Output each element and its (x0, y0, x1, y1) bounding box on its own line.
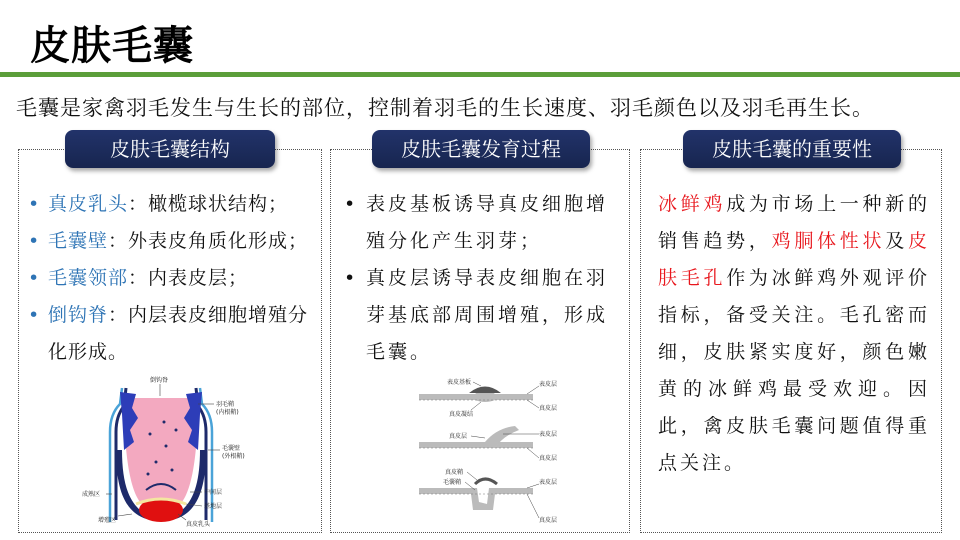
highlight-skin-pores: 皮肤毛孔 (658, 230, 930, 289)
list-item (28, 186, 320, 223)
list-item: • 真皮层诱导表皮细胞在羽芽基底部周围增殖，形成毛囊。 (340, 260, 622, 371)
label-proliferation-zone: 增殖区 (98, 517, 117, 524)
term-follicle-wall: 毛囊壁 (48, 230, 109, 252)
label-dermis-1: 真皮层 (539, 405, 558, 412)
label-epidermis-3: 表皮层 (539, 479, 558, 486)
page-title: 皮肤毛囊 (30, 23, 194, 69)
structure-list (28, 186, 320, 371)
title-underline (0, 72, 960, 77)
label-epidermal-placode: 表皮基板 (447, 379, 472, 386)
development-list (340, 186, 622, 371)
importance-text-segment: 成为市场上一种新的销售趋势， (658, 193, 930, 252)
highlight-carcass-traits: 鸡胴体性状 (771, 230, 886, 252)
label-intermediate-layer: 中间层 (204, 489, 223, 496)
label-follicle-sheath: 毛囊鞘 (443, 479, 462, 486)
list-item (28, 297, 320, 371)
term-barb-ridge: 倒钩脊 (48, 304, 109, 326)
label-dermal-sheath: 真皮鞘 (445, 469, 464, 476)
stage-placode (419, 378, 557, 418)
importance-text (658, 186, 930, 482)
list-item (28, 260, 320, 297)
list-item (28, 223, 320, 260)
list-item: • 表皮基板诱导真皮细胞增殖分化产生羽芽； (340, 186, 622, 260)
follicle-development-diagram (415, 376, 565, 532)
heading-structure: 皮肤毛囊结构 (65, 130, 275, 168)
label-dermis-2a: 真皮层 (449, 433, 468, 440)
heading-development: 皮肤毛囊发育过程 (372, 130, 590, 168)
label-dermal-condensate: 真皮凝结 (449, 411, 474, 418)
term-description: ：内表皮层； (128, 267, 249, 289)
term-description: ：内层表皮细胞增殖分化形成。 (48, 304, 309, 363)
label-dermis-2b: 真皮层 (539, 455, 558, 462)
label-dermal-papilla: 真皮乳头 (186, 521, 211, 528)
term-description: ：橄榄球状结构； (128, 193, 289, 215)
label-follicle-wall: 毛囊壁 (222, 445, 241, 452)
label-outer-root-sheath: (外根鞘) (222, 453, 245, 460)
label-basal-layer: 基地层 (204, 503, 223, 510)
label-epidermis-1: 表皮层 (539, 381, 558, 388)
label-feather-sheath: 羽毛鞘 (216, 401, 235, 408)
stage-follicle (419, 468, 557, 524)
term-dermal-papilla: 真皮乳头 (48, 193, 129, 215)
label-dermis-3: 真皮层 (539, 517, 558, 524)
label-maturation-zone: 成熟区 (82, 491, 101, 498)
importance-text-segment: 作为冰鲜鸡外观评价指标，备受关注。毛孔密而细，皮肤紧实度好，颜色嫩黄的冰鲜鸡最受欢迎。因此，禽皮肤毛囊问题值得重点关注。 (658, 267, 930, 474)
highlight-chilled-chicken: 冰鲜鸡 (658, 193, 727, 215)
intro-text: 毛囊是家禽羽毛发生与生长的部位，控制着羽毛的生长速度、羽毛颜色以及羽毛再生长。 (16, 96, 874, 120)
follicle-structure-diagram (80, 374, 276, 530)
importance-text-segment: 及 (885, 230, 908, 252)
term-follicle-collar: 毛囊领部 (48, 267, 129, 289)
stage-feather-bud (419, 426, 557, 462)
heading-importance: 皮肤毛囊的重要性 (683, 130, 901, 168)
label-barb-ridge: 倒钩脊 (150, 377, 169, 384)
label-inner-root-sheath: (内根鞘) (216, 409, 239, 416)
label-epidermis-2: 表皮层 (539, 431, 558, 438)
term-description: ：外表皮角质化形成； (108, 230, 309, 252)
